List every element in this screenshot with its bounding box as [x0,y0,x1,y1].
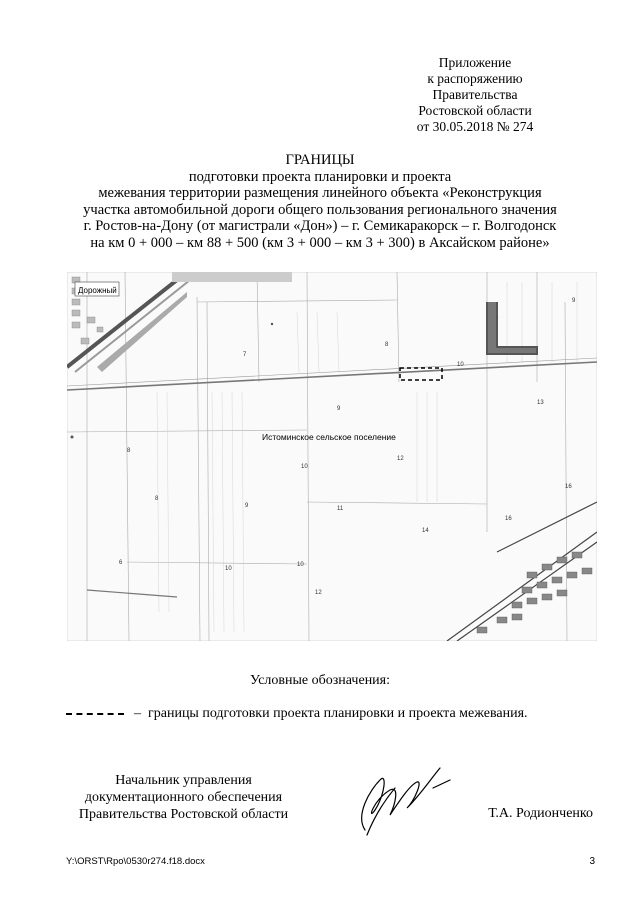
parcel-number: 10 [457,362,464,368]
legend-description: границы подготовки проекта планировки и проекта межевания. [148,706,528,721]
parcel-number: 13 [537,400,544,406]
document-title [0,152,640,251]
parcel-number: 6 [119,560,123,566]
parcel-number: 11 [337,506,344,512]
road-label: Дорожный [78,286,117,295]
cadastral-map [67,272,597,641]
appendix-line: Правительства [432,87,518,102]
parcel-number: 10 [301,464,308,470]
parcel-number: 16 [565,484,572,490]
parcel-number: 8 [385,342,389,348]
parcel-number: 7 [243,352,247,358]
handwritten-signature [345,760,455,840]
settlement-label: Истоминское сельское поселение [262,432,396,442]
official-position [66,772,301,823]
appendix-block [375,55,575,135]
legend-row [66,706,528,722]
file-path: Y:\ORST\Rpo\0530r274.f18.docx [66,856,205,867]
appendix-line: от 30.05.2018 № 274 [416,119,534,134]
title-line: участка автомобильной дороги общего пользования регионального значения [83,201,557,218]
parcel-number: 16 [505,516,512,522]
position-line: Начальник управления [115,773,252,788]
appendix-line: Ростовской области [418,103,532,118]
signatory-name: Т.А. Родионченко [488,806,593,821]
legend-separator: – [134,706,141,721]
parcel-number: 12 [315,590,322,596]
parcel-number: 12 [397,456,404,462]
parcel-number: 9 [572,298,576,304]
parcel-number: 10 [297,562,304,568]
parcel-number: 14 [422,528,429,534]
parcel-number: 8 [127,448,131,454]
title-heading: ГРАНИЦЫ [285,152,355,168]
title-line: подготовки проекта планировки и проекта [188,168,452,185]
parcel-number: 8 [155,496,159,502]
legend-title: Условные обозначения: [249,673,391,688]
parcel-number: 9 [337,406,341,412]
position-line: Правительства Ростовской области [78,807,289,822]
title-line: г. Ростов-на-Дону (от магистрали «Дон») – г. Семикаракорск – г. Волгодонск [83,218,557,234]
parcel-number: 9 [245,503,249,509]
appendix-line: Приложение [438,55,512,70]
dashed-line-symbol [66,713,124,715]
page-number: 3 [589,856,595,867]
appendix-line: к распоряжению [427,71,523,86]
title-line: межевания территории размещения линейного объекта «Реконструкция [98,185,542,201]
position-line: документационного обеспечения [84,790,283,805]
parcel-number: 10 [225,566,232,572]
title-line: на км 0 + 000 – км 88 + 500 (км 3 + 000 – км 3 + 300) в Аксайском районе» [90,234,550,251]
